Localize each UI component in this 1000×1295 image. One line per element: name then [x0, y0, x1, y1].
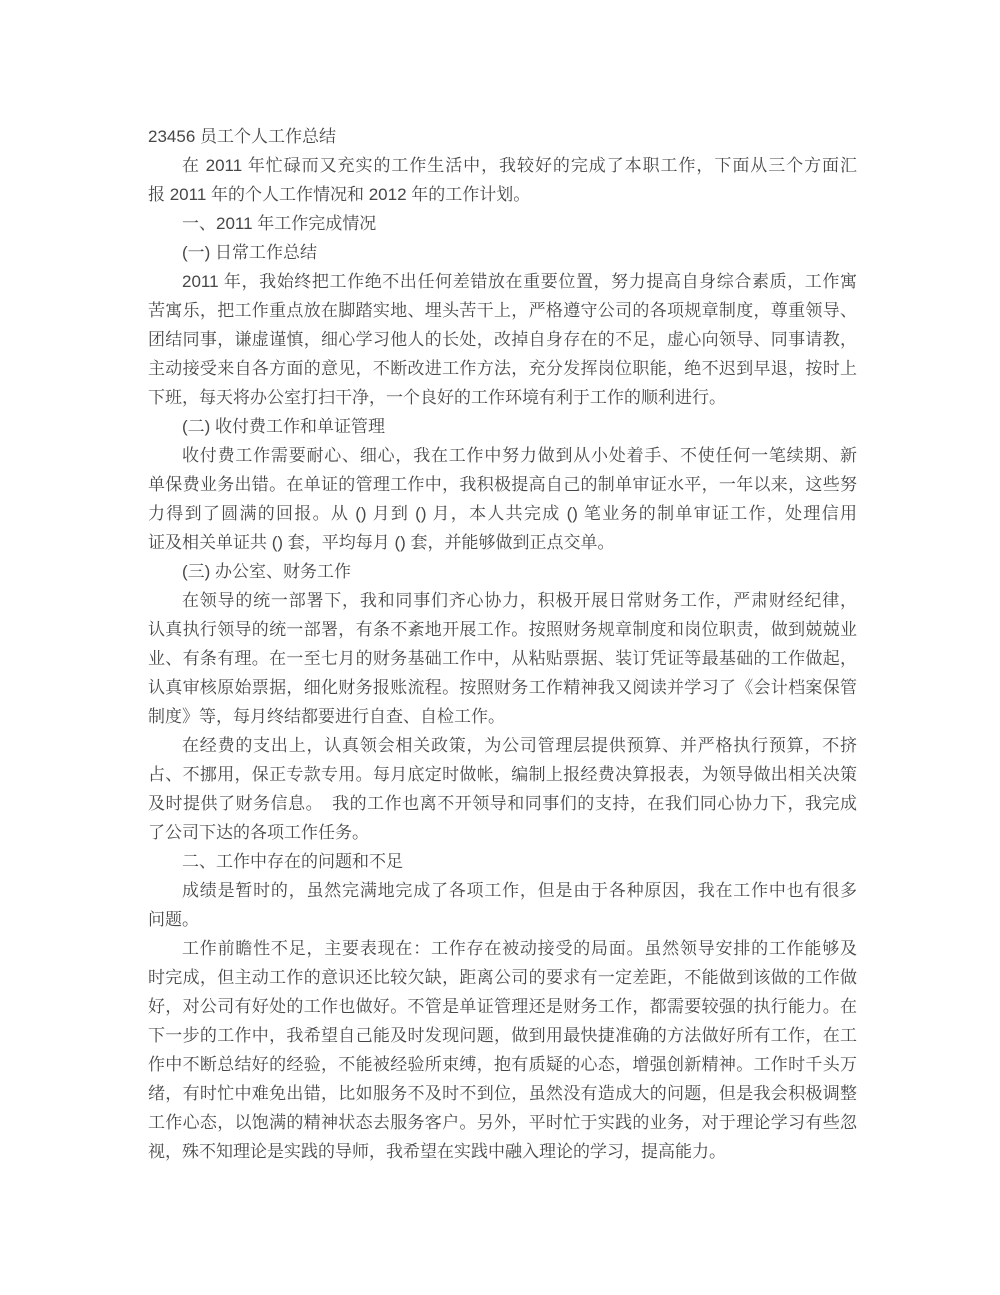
text-line: 问题。 — [148, 910, 199, 929]
text-line: 23456 员工个人工作总结 — [148, 127, 336, 146]
text-line: 在 2011 年忙碌而又充实的工作生活中，我较好的完成了本职工作，下面从三个方面汇 — [182, 156, 857, 175]
paragraph — [148, 267, 857, 412]
document-title — [148, 122, 857, 151]
text-line: 制度》等，每月终结都要进行自查、自检工作。 — [148, 707, 505, 726]
text-line: 作中不断总结好的经验，不能被经验所束缚，抱有质疑的心态，增强创新精神。工作时千头万 — [148, 1055, 857, 1074]
paragraph — [148, 441, 857, 557]
text-line: 绪，有时忙中难免出错，比如服务不及时不到位，虽然没有造成大的问题，但是我会积极调整 — [148, 1084, 857, 1103]
section-heading — [148, 557, 857, 586]
section-heading — [148, 412, 857, 441]
text-line: 在经费的支出上，认真领会相关政策，为公司管理层提供预算、并严格执行预算，不挤 — [182, 736, 857, 755]
text-line: 时完成，但主动工作的意识还比较欠缺，距离公司的要求有一定差距，不能做到该做的工作做 — [148, 968, 857, 987]
text-line: (二) 收付费工作和单证管理 — [182, 417, 386, 436]
text-line: 占、不挪用，保正专款专用。每月底定时做帐，编制上报经费决算报表，为领导做出相关决策 — [148, 765, 857, 784]
text-line: 团结同事，谦虚谨慎，细心学习他人的长处，改掉自身存在的不足，虚心向领导、同事请教， — [148, 330, 857, 349]
text-line: 业、有条有理。在一至七月的财务基础工作中，从粘贴票据、装订凭证等最基础的工作做起， — [148, 649, 857, 668]
text-line: 下班，每天将办公室打扫干净，一个良好的工作环境有利于工作的顺利进行。 — [148, 388, 726, 407]
text-line: 二、工作中存在的问题和不足 — [182, 852, 403, 871]
paragraph — [148, 151, 857, 209]
text-line: 一、2011 年工作完成情况 — [182, 214, 377, 233]
text-line: 及时提供了财务信息。 我的工作也离不开领导和同事们的支持，在我们同心协力下，我完成 — [148, 794, 857, 813]
text-block — [148, 122, 857, 1166]
text-line: 工作心态，以饱满的精神状态去服务客户。另外，平时忙于实践的业务，对于理论学习有些忽 — [148, 1113, 857, 1132]
text-line: 好，对公司有好处的工作也做好。不管是单证管理还是财务工作，都需要较强的执行能力。在 — [148, 997, 857, 1016]
section-heading — [148, 238, 857, 267]
text-line: (三) 办公室、财务工作 — [182, 562, 352, 581]
text-line: 力得到了圆满的回报。从 () 月到 () 月，本人共完成 () 笔业务的制单审证工作，处理信用 — [148, 504, 857, 523]
text-line: 主动接受来自各方面的意见，不断改进工作方法，充分发挥岗位职能，绝不迟到早退，按时上 — [148, 359, 857, 378]
text-line: 工作前瞻性不足，主要表现在：工作存在被动接受的局面。虽然领导安排的工作能够及 — [182, 939, 857, 958]
text-line: 下一步的工作中，我希望自己能及时发现问题，做到用最快捷准确的方法做好所有工作，在工 — [148, 1026, 857, 1045]
paragraph — [148, 934, 857, 1166]
text-line: 证及相关单证共 () 套，平均每月 () 套，并能够做到正点交单。 — [148, 533, 615, 552]
text-line: 苦寓乐，把工作重点放在脚踏实地、埋头苦干上，严格遵守公司的各项规章制度，尊重领导、 — [148, 301, 857, 320]
text-line: 单保费业务出错。在单证的管理工作中，我积极提高自己的制单审证水平，一年以来，这些努 — [148, 475, 857, 494]
text-line: 报 2011 年的个人工作情况和 2012 年的工作计划。 — [148, 185, 531, 204]
section-heading — [148, 847, 857, 876]
text-line: 认真审核原始票据，细化财务报账流程。按照财务工作精神我又阅读并学习了《会计档案保管 — [148, 678, 857, 697]
text-line: 视，殊不知理论是实践的导师，我希望在实践中融入理论的学习，提高能力。 — [148, 1142, 726, 1161]
section-heading — [148, 209, 857, 238]
text-line: 2011 年，我始终把工作绝不出任何差错放在重要位置，努力提高自身综合素质，工作寓 — [182, 272, 857, 291]
text-line: 在领导的统一部署下，我和同事们齐心协力，积极开展日常财务工作，严肃财经纪律， — [182, 591, 857, 610]
text-line: 认真执行领导的统一部署，有条不紊地开展工作。按照财务规章制度和岗位职责，做到兢兢业 — [148, 620, 857, 639]
paragraph — [148, 586, 857, 731]
paragraph — [148, 876, 857, 934]
text-line: (一) 日常工作总结 — [182, 243, 318, 262]
text-line: 了公司下达的各项工作任务。 — [148, 823, 369, 842]
paragraph — [148, 731, 857, 847]
text-line: 收付费工作需要耐心、细心，我在工作中努力做到从小处着手、不使任何一笔续期、新 — [182, 446, 857, 465]
text-line: 成绩是暂时的，虽然完满地完成了各项工作，但是由于各种原因，我在工作中也有很多 — [182, 881, 857, 900]
